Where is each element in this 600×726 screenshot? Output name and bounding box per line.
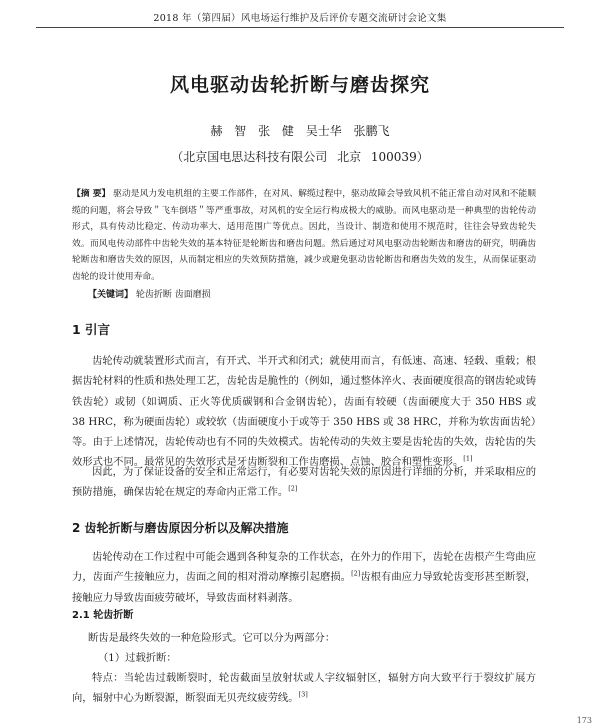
affiliation: （北京国电思达科技有限公司 北京 100039）: [171, 150, 429, 164]
section-2-p1b: 齿根有曲应力导致轮齿变形甚至断裂，接触应力导致齿面疲劳破坏，导致齿面材料剥落。: [72, 571, 537, 604]
section-1-p2-text: 因此，为了保证设备的安全和正常运行，有必要对齿轮失效的原因进行详细的分析，并采取相应的预防措施，确保齿轮在规定的寿命内正常工作。: [72, 466, 536, 499]
feature-paragraph: [72, 668, 536, 709]
list-item-overload: （1）过载折断：: [98, 652, 177, 664]
paper-title: 风电驱动齿轮折断与磨齿探究: [169, 74, 430, 96]
citation: [2]: [351, 569, 361, 578]
feature-text: 特点：当轮齿过载断裂时，轮齿截面呈放射状或人字纹辐射区，辐射方向大致平行于裂纹扩展方向，辐射中心为断裂源，断裂面无贝壳纹疲劳线。: [72, 672, 536, 705]
page-number: 173: [576, 716, 592, 725]
keywords-text: 轮齿折断 齿面磨损: [135, 290, 211, 300]
running-header: 2018 年（第四届）风电场运行维护及后评价专题交流研讨会论文集: [36, 10, 564, 28]
section-1-paragraph-2: [72, 462, 536, 503]
citation: [3]: [298, 690, 308, 699]
abstract: [72, 186, 536, 286]
section-1-paragraph-1: [72, 351, 536, 473]
section-2-p1a: 齿轮传动在工作过程中可能会遇到各种复杂的工作状态，在外力的作用下，齿轮在齿根产生弯曲应力，齿面产生接触应力，齿面之间的相对滑动摩擦引起磨损。: [72, 551, 536, 584]
header-divider: [36, 27, 564, 28]
section-1-p1-text: 齿轮传动就装置形式而言，有开式、半开式和闭式；就使用而言，有低速、高速、轻载、重载；根据齿轮材料的性质和热处理工艺，齿轮齿是脆性的（例如，通过整体淬火、表面硬度很高的钢齿轮或铸铁齿轮）或韧（如调质、正火等优质碳钢和合金钢齿轮），齿面有较硬（齿面硬度大于 350 HBS 或 38 HRC，称为硬面齿轮）或较软（齿面硬度小于或等于 350 HBS 或 38 HRC，并称为软齿面齿轮）等。由于上述情况，齿轮传动也有不同的失效模式。齿轮传动的失效主要是齿轮齿的失效，齿轮齿的失效形式也不同。最常见的失效形式是牙齿断裂和工作齿磨损、点蚀、胶合和塑性变形。: [72, 355, 536, 469]
section-1-heading: 1 引言: [72, 322, 111, 337]
authors: 赫 智 张 健 吴士华 张鹏飞: [210, 124, 390, 138]
abstract-text: 驱动是风力发电机组的主要工作部件，在对风、解缆过程中，驱动故障会导致风机不能正常自动对风和不能顺缆的问题，将会导致＂飞车倒塔＂等严重事故，对风机的安全运行构成极大的威胁。而风电驱动是一种典型的齿轮传动形式，具有传动比稳定、传动功率大、适用范围广等优点。因此，当设计、制造和使用不规范时，往往会导致齿轮失效。而风电传动部件中齿轮失效的基本特征是轮断齿和磨齿问题。然后通过对风电驱动齿轮断齿和磨齿的研究，明确齿轮断齿和磨齿失效的原因，从而制定相应的失效预防措施，减少或避免驱动齿轮断齿和磨齿失效的发生，从而保证驱动齿轮的设计使用寿命。: [72, 189, 536, 282]
citation: [1]: [463, 455, 473, 464]
keywords-label: 【关键词】: [88, 290, 134, 300]
citation: [2]: [288, 484, 298, 493]
section-2-paragraph-1: [72, 547, 536, 608]
subsection-intro: 断齿是最终失效的一种危险形式。它可以分为两部分：: [88, 632, 336, 644]
abstract-label: 【摘 要】: [72, 189, 111, 199]
subsection-2-1-heading: 2.1 轮齿折断: [72, 610, 134, 621]
section-2-heading: 2 齿轮折断与磨齿原因分析以及解决措施: [72, 521, 289, 535]
keywords: [88, 288, 536, 302]
